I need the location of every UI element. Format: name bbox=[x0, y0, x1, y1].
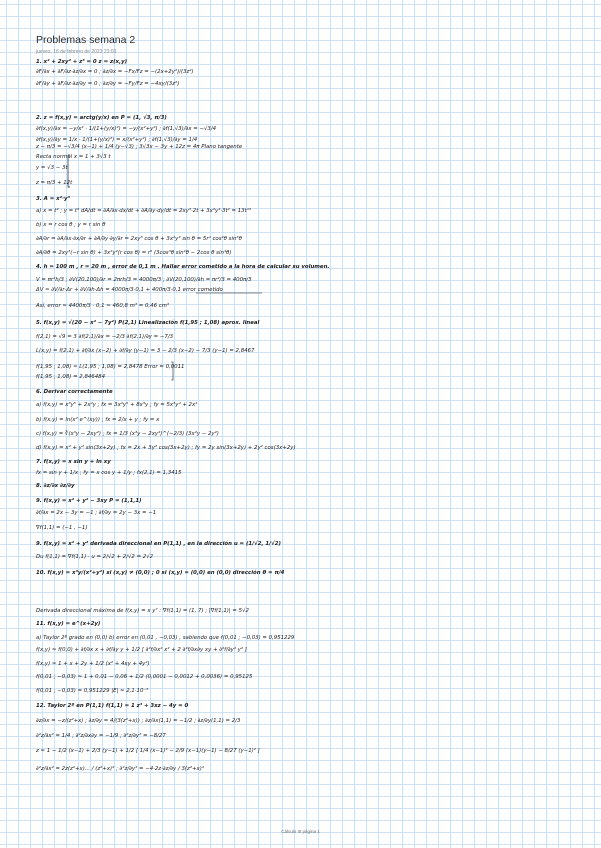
notes-line: d) f(x,y) = x² + y² sin(3x+2y) ; fx = 2x + 3y² cos(3x+2y) ; fy = 2y sin(3x+2y) + 2y² cos(3x+2y) bbox=[36, 445, 296, 451]
notes-line: f(0,01 ; −0,03) = 0,951229 |E| ≈ 2,1·10⁻⁵ bbox=[36, 688, 149, 694]
notes-line: ∂A/∂r = ∂A/∂x·∂x/∂r + ∂A/∂y·∂y/∂r = 2xy³ cos θ + 3x²y² sin θ = 5r⁴ cos²θ sin³θ bbox=[36, 236, 242, 242]
notes-line: Así, error ≈ 4400π/3 · 0,1 ≈ 460,8 m³ = 0,46 cm³ bbox=[36, 303, 170, 309]
notes-line: Du f(1,1) = ∇f(1,1) · u = 2/√2 + 2/√2 = 2√2 bbox=[36, 554, 154, 560]
notes-line: ∂f(x,y)/∂x = −y/x² · 1/(1+(y/x)²) = −y/(x²+y²) ; ∂f(1,√3)/∂x = −√3/4 bbox=[36, 126, 217, 132]
notes-line: ∂f(x,y)/∂y = 1/x · 1/(1+(y/x)²) = x/(x²+y²) ; ∂f(1,√3)/∂y = 1/4 bbox=[36, 137, 198, 143]
page-title: Problemas semana 2 bbox=[36, 34, 136, 46]
notes-line: ΔV ≈ ∂V/∂r·Δr + ∂V/∂h·Δh = 4000π/3·0,1 + 400π/3·0,1 error cometido bbox=[36, 287, 223, 293]
notes-line: Derivada direccional máxima de f(x,y) = x y⁷ : ∇f(1,1) = (1, 7) ; |∇f(1,1)| = 5√2 bbox=[36, 608, 249, 614]
notes-line: 3. A = x²·y³ bbox=[36, 196, 70, 202]
page-footer: Cálculo III página 1 bbox=[281, 829, 320, 834]
notes-line: fx = sin y + 1/x ; fy = x cos y + 1/y ; fx(2,1) = 1,3415 bbox=[36, 470, 182, 476]
notes-line: ∂²z/∂x² = 1/4 ; ∂²z/∂x∂y = −1/9 ; ∂²z/∂y² = −8/27 bbox=[36, 733, 166, 739]
notes-line: y = √3 − 3t bbox=[36, 165, 68, 171]
notes-line: c) f(x,y) = ∛(x³y − 2xy²) ; fx = 1/3 (x³y − 2xy²)^(−2/3) (3x²y − 2y²) bbox=[36, 431, 219, 437]
notes-line: 9. f(x,y) = x² + y² derivada direccional en P(1,1) , en la dirección u = (1/√2, 1/√2) bbox=[36, 541, 281, 547]
notes-line: f(1,95 ; 1,08) = 2,846484 bbox=[36, 374, 106, 380]
notes-line: Recta normal x = 1 + 3√3 t bbox=[36, 154, 111, 160]
notes-line: ∂z/∂x = −z/(z²+x) ; ∂z/∂y = 4/(3(z²+x)) ; ∂z/∂x(1,1) = −1/2 ; ∂z/∂y(1,1) = 2/3 bbox=[36, 718, 241, 724]
notes-line: 11. f(x,y) = e^(x+2y) bbox=[36, 621, 101, 627]
notes-line: ∂F/∂y + ∂F/∂z·∂z/∂y = 0 ; ∂z/∂y = −Fy/Fz = −4xy/(3z²) bbox=[36, 81, 180, 87]
notes-line: f(x,y) ≈ f(0,0) + ∂f/∂x x + ∂f/∂y y + 1/2 [ ∂²f/∂x² x² + 2 ∂²f/∂x∂y xy + ∂²f/∂y² y² ] bbox=[36, 647, 247, 653]
notes-line: 12. Taylor 2º en P(1,1) f(1,1) = 1 z³ + 3xz − 4y = 0 bbox=[36, 703, 189, 709]
notes-line: z ≈ 1 − 1/2 (x−1) + 2/3 (y−1) + 1/2 [ 1/4 (x−1)² − 2/9 (x−1)(y−1) − 8/27 (y−1)² ] bbox=[36, 748, 260, 754]
notes-line: 4. h = 100 m , r = 20 m , error de 0,1 m . Hallar error cometido a la hora de calcular su volumen. bbox=[36, 264, 330, 270]
notes-line: z − π/3 = −√3/4 (x−1) + 1/4 (y−√3) ; 3√3x − 3y + 12z = 4π Plano tangente bbox=[36, 144, 243, 150]
notes-line: z = π/3 + 12t bbox=[36, 180, 73, 186]
notes-line: 10. f(x,y) = x³y/(x²+y²) si (x,y) ≠ (0,0) ; 0 si (x,y) = (0,0) en (0,0) dirección θ = π/4 bbox=[36, 570, 285, 576]
notes-line: 7. f(x,y) = x sin y + ln xy bbox=[36, 459, 111, 465]
notes-line: 6. Derivar correctamente bbox=[36, 389, 113, 395]
notes-line: ∇f(1,1) = (−1 , −1) bbox=[36, 525, 88, 531]
notes-line: ∂f/∂x = 2x − 3y = −1 ; ∂f/∂y = 2y − 3x = −1 bbox=[36, 510, 157, 516]
notes-line: L(x,y) = f(2,1) + ∂f/∂x (x−2) + ∂f/∂y (y−1) = 3 − 2/3 (x−2) − 7/3 (y−1) = 2,8467 bbox=[36, 348, 255, 354]
notes-line: a) Taylor 2º grado en (0,0) b) error en (0,01 , −0,03) , sabiendo que f(0,01 ; −0,03) = 0,951229 bbox=[36, 635, 295, 641]
notes-line: b) x = r cos θ ; y = r sin θ bbox=[36, 222, 106, 228]
notes-line: 5. f(x,y) = √(20 − x² − 7y²) P(2,1) Linealización f(1,95 ; 1,08) aprox. lineal bbox=[36, 320, 260, 326]
notes-line: V = πr²h/3 ; ∂V(20,100)/∂r = 2πrh/3 = 4000π/3 ; ∂V(20,100)/∂h = πr²/3 = 400π/3 bbox=[36, 277, 252, 283]
notes-line: a) x = t² ; y = t³ dA/dt = ∂A/∂x·dx/dt + ∂A/∂y·dy/dt = 2xy³·2t + 3x²y²·3t² = 13t¹² bbox=[36, 208, 252, 214]
notes-line: f(1,95 ; 1,08) ≈ L(1,95 ; 1,08) = 2,8478 Error = 0,0011 bbox=[36, 364, 185, 370]
page-timestamp: jueves, 16 de febrero de 2023 23:03 bbox=[36, 49, 117, 55]
notes-line: a) f(x,y) = x³y⁵ + 2x⁴y ; fx = 3x²y⁵ + 8x³y ; fy = 5x³y⁴ + 2x⁴ bbox=[36, 402, 198, 408]
notes-line: f(0,01 ; −0,03) ≈ 1 + 0,01 − 0,06 + 1/2 (0,0001 − 0,0012 + 0,0036) = 0,95125 bbox=[36, 674, 253, 680]
notes-line: 2. z = f(x,y) = arctg(y/x) en P = (1, √3, π/3) bbox=[36, 115, 167, 121]
notes-line: ∂F/∂x + ∂F/∂z·∂z/∂x = 0 ; ∂z/∂x = −Fx/Fz = −(2x+2y²)/(3z²) bbox=[36, 69, 194, 75]
notes-line: ∂²z/∂x² = 2z(z²+x)... / (z²+x)² ; ∂²z/∂y² = −4·2z·∂z/∂y / 3(z²+x)² bbox=[36, 766, 204, 772]
notes-line: f(2,1) = √9 = 3 ∂f(2,1)/∂x = −2/3 ∂f(2,1)/∂y = −7/3 bbox=[36, 334, 174, 340]
notes-line: f(x,y) ≈ 1 + x + 2y + 1/2 (x² + 4xy + 4y²) bbox=[36, 661, 150, 667]
notes-line: 9. f(x,y) = x² + y² − 3xy P = (1,1,1) bbox=[36, 498, 142, 504]
notes-line: 8. ∂z/∂x ∂z/∂y bbox=[36, 483, 75, 489]
notes-line: ∂A/∂θ = 2xy³(−r sin θ) + 3x²y²(r cos θ) = r⁵ (3cos³θ sin²θ − 2cos θ sin⁴θ) bbox=[36, 250, 232, 256]
notes-line: 1. x² + 2xy² + z³ = 0 z = z(x,y) bbox=[36, 59, 128, 65]
notes-line: b) f(x,y) = ln(x² e^(xy)) ; fx = 2/x + y ; fy = x bbox=[36, 417, 160, 423]
